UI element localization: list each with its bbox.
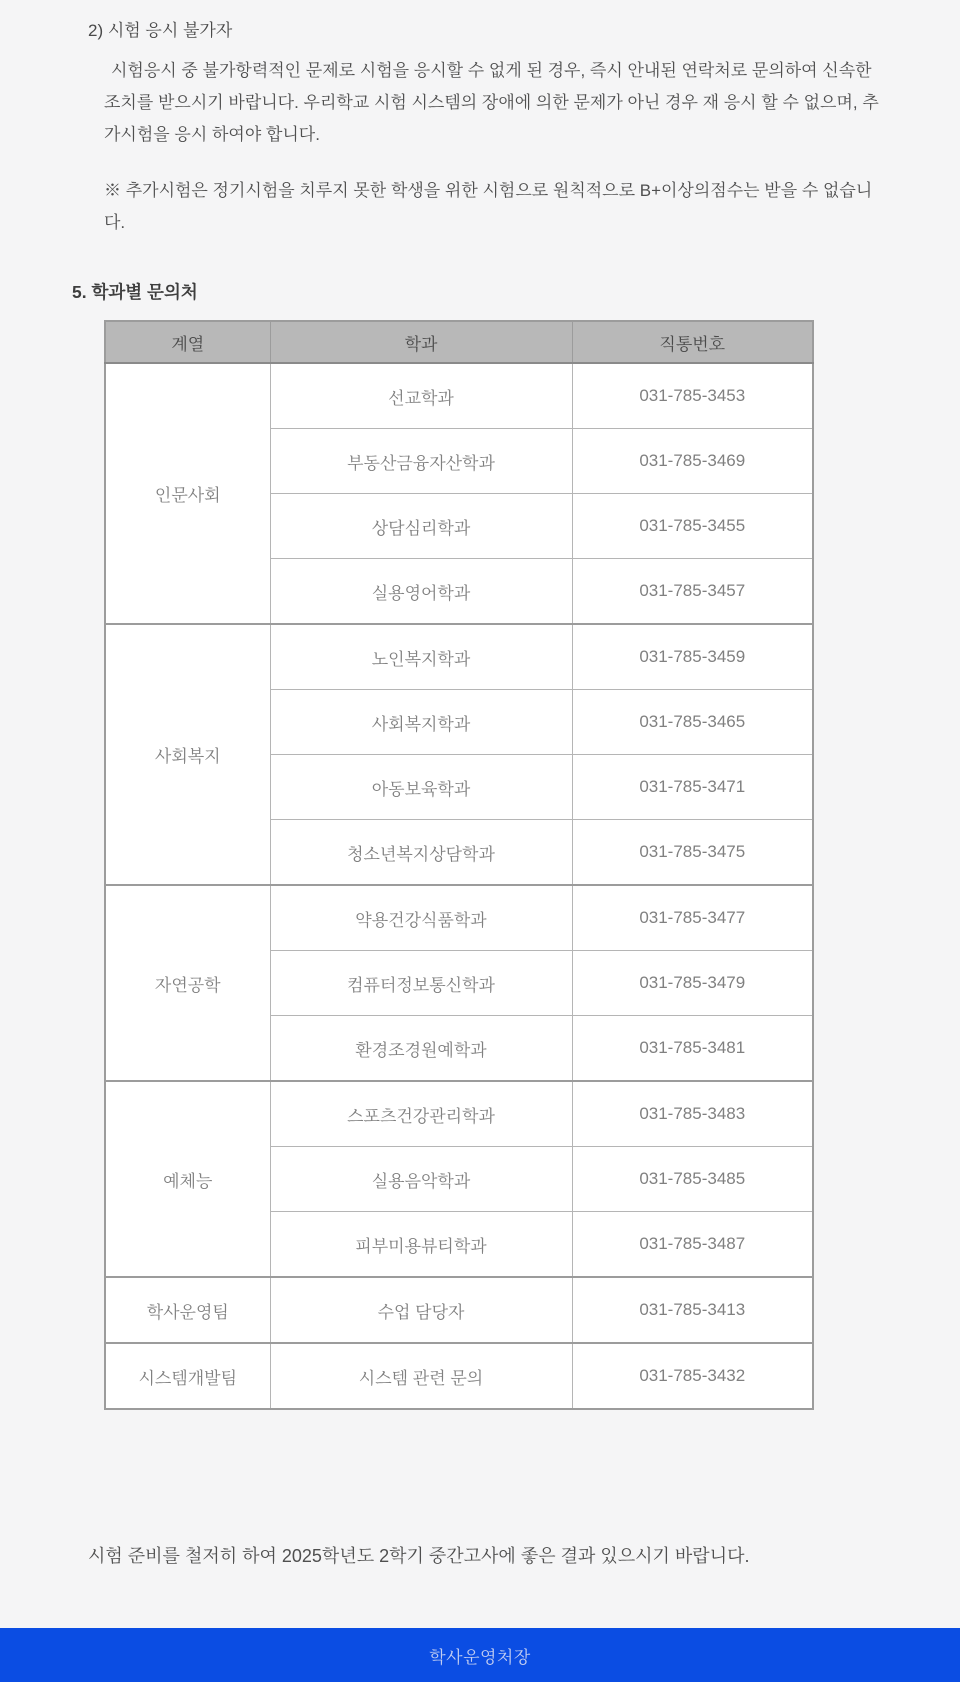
department-cell: 환경조경원예학과: [270, 1016, 572, 1082]
table-row: [105, 624, 813, 690]
phone-cell: 031-785-3471: [572, 755, 813, 820]
table-row: [105, 885, 813, 951]
section2-paragraph: 시험응시 중 불가항력적인 문제로 시험을 응시할 수 없게 된 경우, 즉시 안내된 연락처로 문의하여 신속한 조치를 받으시기 바랍니다. 우리학교 시험 시스템의 장애에 의한 문제가 아닌 경우 재 응시 할 수 없으며, 추가시험을 응시 하여야 합니다.: [104, 61, 879, 144]
department-cell: 실용영어학과: [270, 559, 572, 625]
department-cell: 사회복지학과: [270, 690, 572, 755]
contact-table-body: [105, 363, 813, 1409]
department-cell: 선교학과: [270, 363, 572, 429]
phone-cell: 031-785-3453: [572, 363, 813, 429]
table-row: [105, 1343, 813, 1409]
department-cell: 약용건강식품학과: [270, 885, 572, 951]
department-cell: 청소년복지상담학과: [270, 820, 572, 886]
column-header: 직통번호: [572, 321, 813, 363]
phone-cell: 031-785-3475: [572, 820, 813, 886]
table-row: [105, 363, 813, 429]
column-header: 학과: [270, 321, 572, 363]
phone-cell: 031-785-3457: [572, 559, 813, 625]
phone-cell: 031-785-3479: [572, 951, 813, 1016]
column-header: 계열: [105, 321, 270, 363]
phone-cell: 031-785-3459: [572, 624, 813, 690]
section2-heading: 2) 시험 응시 불가자: [88, 21, 233, 40]
phone-cell: 031-785-3487: [572, 1212, 813, 1278]
phone-cell: 031-785-3413: [572, 1277, 813, 1343]
department-cell: 상담심리학과: [270, 494, 572, 559]
phone-cell: 031-785-3485: [572, 1147, 813, 1212]
contact-table: [104, 320, 814, 1410]
department-cell: 아동보육학과: [270, 755, 572, 820]
category-cell: 사회복지: [105, 624, 270, 885]
section2-note: ※ 추가시험은 정기시험을 치루지 못한 학생을 위한 시험으로 원칙적으로 B+이상의점수는 받을 수 없습니다.: [104, 181, 873, 232]
department-cell: 수업 담당자: [270, 1277, 572, 1343]
contact-table-header: [105, 321, 813, 363]
category-cell: 시스템개발팀: [105, 1343, 270, 1409]
table-row: [105, 1277, 813, 1343]
phone-cell: 031-785-3483: [572, 1081, 813, 1147]
phone-cell: 031-785-3477: [572, 885, 813, 951]
department-cell: 실용음악학과: [270, 1147, 572, 1212]
category-cell: 인문사회: [105, 363, 270, 624]
department-cell: 노인복지학과: [270, 624, 572, 690]
footer-bar: [0, 1628, 960, 1682]
department-cell: 스포츠건강관리학과: [270, 1081, 572, 1147]
phone-cell: 031-785-3481: [572, 1016, 813, 1082]
department-cell: 부동산금융자산학과: [270, 429, 572, 494]
phone-cell: 031-785-3432: [572, 1343, 813, 1409]
footer-label: 학사운영처장: [429, 1647, 531, 1667]
phone-cell: 031-785-3465: [572, 690, 813, 755]
category-cell: 자연공학: [105, 885, 270, 1081]
table-row: [105, 1081, 813, 1147]
department-cell: 컴퓨터정보통신학과: [270, 951, 572, 1016]
department-cell: 피부미용뷰티학과: [270, 1212, 572, 1278]
category-cell: 학사운영팀: [105, 1277, 270, 1343]
section5-heading: 5. 학과별 문의처: [72, 282, 198, 302]
phone-cell: 031-785-3469: [572, 429, 813, 494]
category-cell: 예체능: [105, 1081, 270, 1277]
closing-message: 시험 준비를 철저히 하여 2025학년도 2학기 중간고사에 좋은 결과 있으시기 바랍니다.: [88, 1546, 750, 1566]
header-row: [105, 321, 813, 363]
phone-cell: 031-785-3455: [572, 494, 813, 559]
department-cell: 시스템 관련 문의: [270, 1343, 572, 1409]
